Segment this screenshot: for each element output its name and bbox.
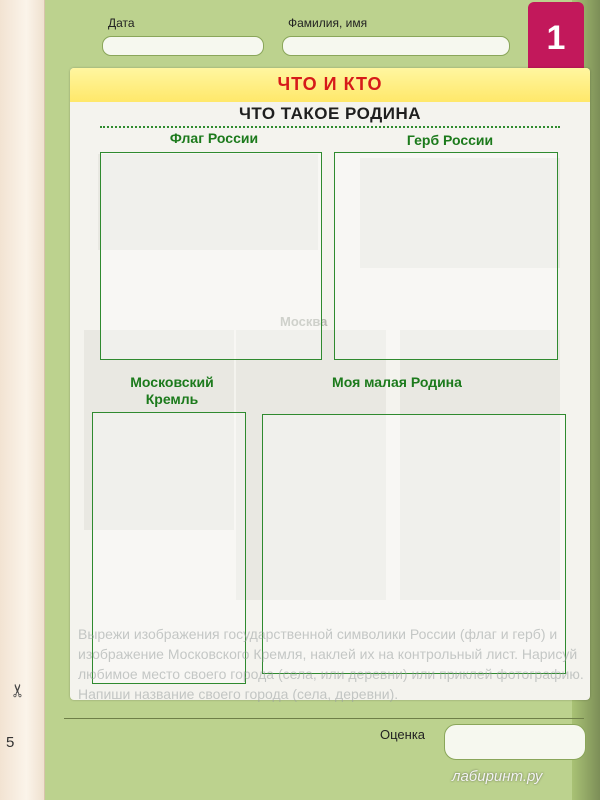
coat-of-arms-label: Герб России <box>406 132 494 148</box>
control-sheet <box>70 68 590 700</box>
kremlin-label: Московский Кремль <box>130 374 214 407</box>
dotted-divider <box>100 126 560 128</box>
page-number: 5 <box>6 734 15 751</box>
date-field[interactable] <box>102 36 264 56</box>
previous-page-edge <box>0 0 45 800</box>
grade-label: Оценка <box>380 727 426 742</box>
homeland-label: Моя малая Родина <box>332 374 462 390</box>
page-subtitle: ЧТО ТАКОЕ РОДИНА <box>238 104 422 123</box>
scissors-icon: ✂ <box>8 682 29 699</box>
show-through-instructions: Вырежи изображения государственной символики России (флаг и герб) и изображение Московского Кремля, наклей их на контрольный лист. Нарисуй любимое место своего города (села, или деревни) или приклей фотографию. Напиши название своего города (села, деревни). <box>78 626 584 702</box>
show-through-caption: Москва <box>280 314 328 329</box>
page-badge: 1 <box>528 2 584 74</box>
name-field[interactable] <box>282 36 510 56</box>
grade-field[interactable] <box>444 724 586 760</box>
flag-box[interactable] <box>100 152 322 360</box>
watermark-logo: лабиринт.ру <box>452 768 543 785</box>
section-title: ЧТО И КТО <box>277 74 383 94</box>
flag-label: Флаг России <box>169 130 259 146</box>
date-label: Дата <box>108 16 135 30</box>
coat-of-arms-box[interactable] <box>334 152 558 360</box>
name-label: Фамилия, имя <box>288 16 368 30</box>
grade-underline <box>64 718 584 719</box>
